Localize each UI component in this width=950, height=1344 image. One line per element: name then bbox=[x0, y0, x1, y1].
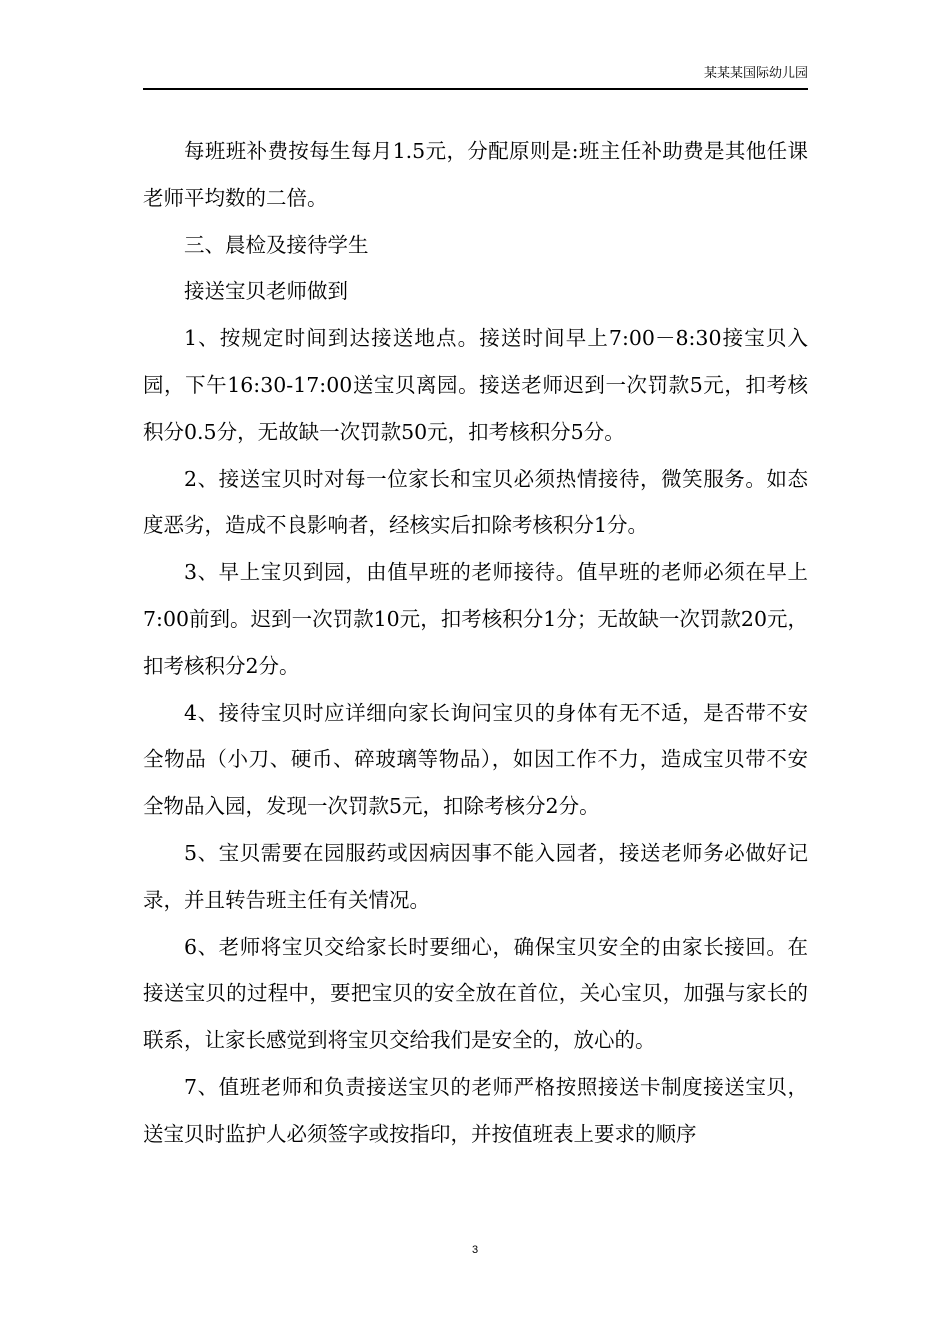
page-number: 3 bbox=[471, 1244, 479, 1256]
paragraph: 4、接待宝贝时应详细向家长询问宝贝的身体有无不适，是否带不安全物品（小刀、硬币、碎玻璃等物品），如因工作不力，造成宝贝带不安全物品入园，发现一次罚款5元，扣除考核分2分。 bbox=[143, 700, 808, 819]
paragraph: 接送宝贝老师做到 bbox=[184, 279, 348, 304]
section-heading: 三、晨检及接待学生 bbox=[184, 232, 369, 257]
paragraph: 每班班补费按每生每月1.5元，分配原则是:班主任补助费是其他任课老师平均数的二倍。 bbox=[143, 139, 808, 210]
paragraph: 2、接送宝贝时对每一位家长和宝贝必须热情接待，微笑服务。如态度恶劣，造成不良影响者，经核实后扣除考核积分1分。 bbox=[143, 466, 808, 538]
paragraph: 1、按规定时间到达接送地点。接送时间早上7:00－8:30接宝贝入园，下午16:30-17:00送宝贝离园。接送老师迟到一次罚款5元，扣考核积分0.5分，无故缺一次罚款50元，扣考核积分5分。 bbox=[143, 326, 808, 444]
page-header bbox=[143, 64, 808, 90]
document-body bbox=[143, 128, 808, 1158]
paragraph: 3、早上宝贝到园，由值早班的老师接待。值早班的老师必须在早上7:00前到。迟到一次罚款10元，扣考核积分1分；无故缺一次罚款20元，扣考核积分2分。 bbox=[143, 560, 808, 678]
header-org-name: 某某某国际幼儿园 bbox=[703, 66, 808, 81]
paragraph: 6、老师将宝贝交给家长时要细心，确保宝贝安全的由家长接回。在接送宝贝的过程中，要把宝贝的安全放在首位，关心宝贝，加强与家长的联系，让家长感觉到将宝贝交给我们是安全的，放心的。 bbox=[143, 934, 808, 1053]
paragraph: 5、宝贝需要在园服药或因病因事不能入园者，接送老师务必做好记录，并且转告班主任有关情况。 bbox=[143, 840, 808, 912]
paragraph: 7、值班老师和负责接送宝贝的老师严格按照接送卡制度接送宝贝，送宝贝时监护人必须签字或按指印，并按值班表上要求的顺序 bbox=[143, 1074, 808, 1146]
